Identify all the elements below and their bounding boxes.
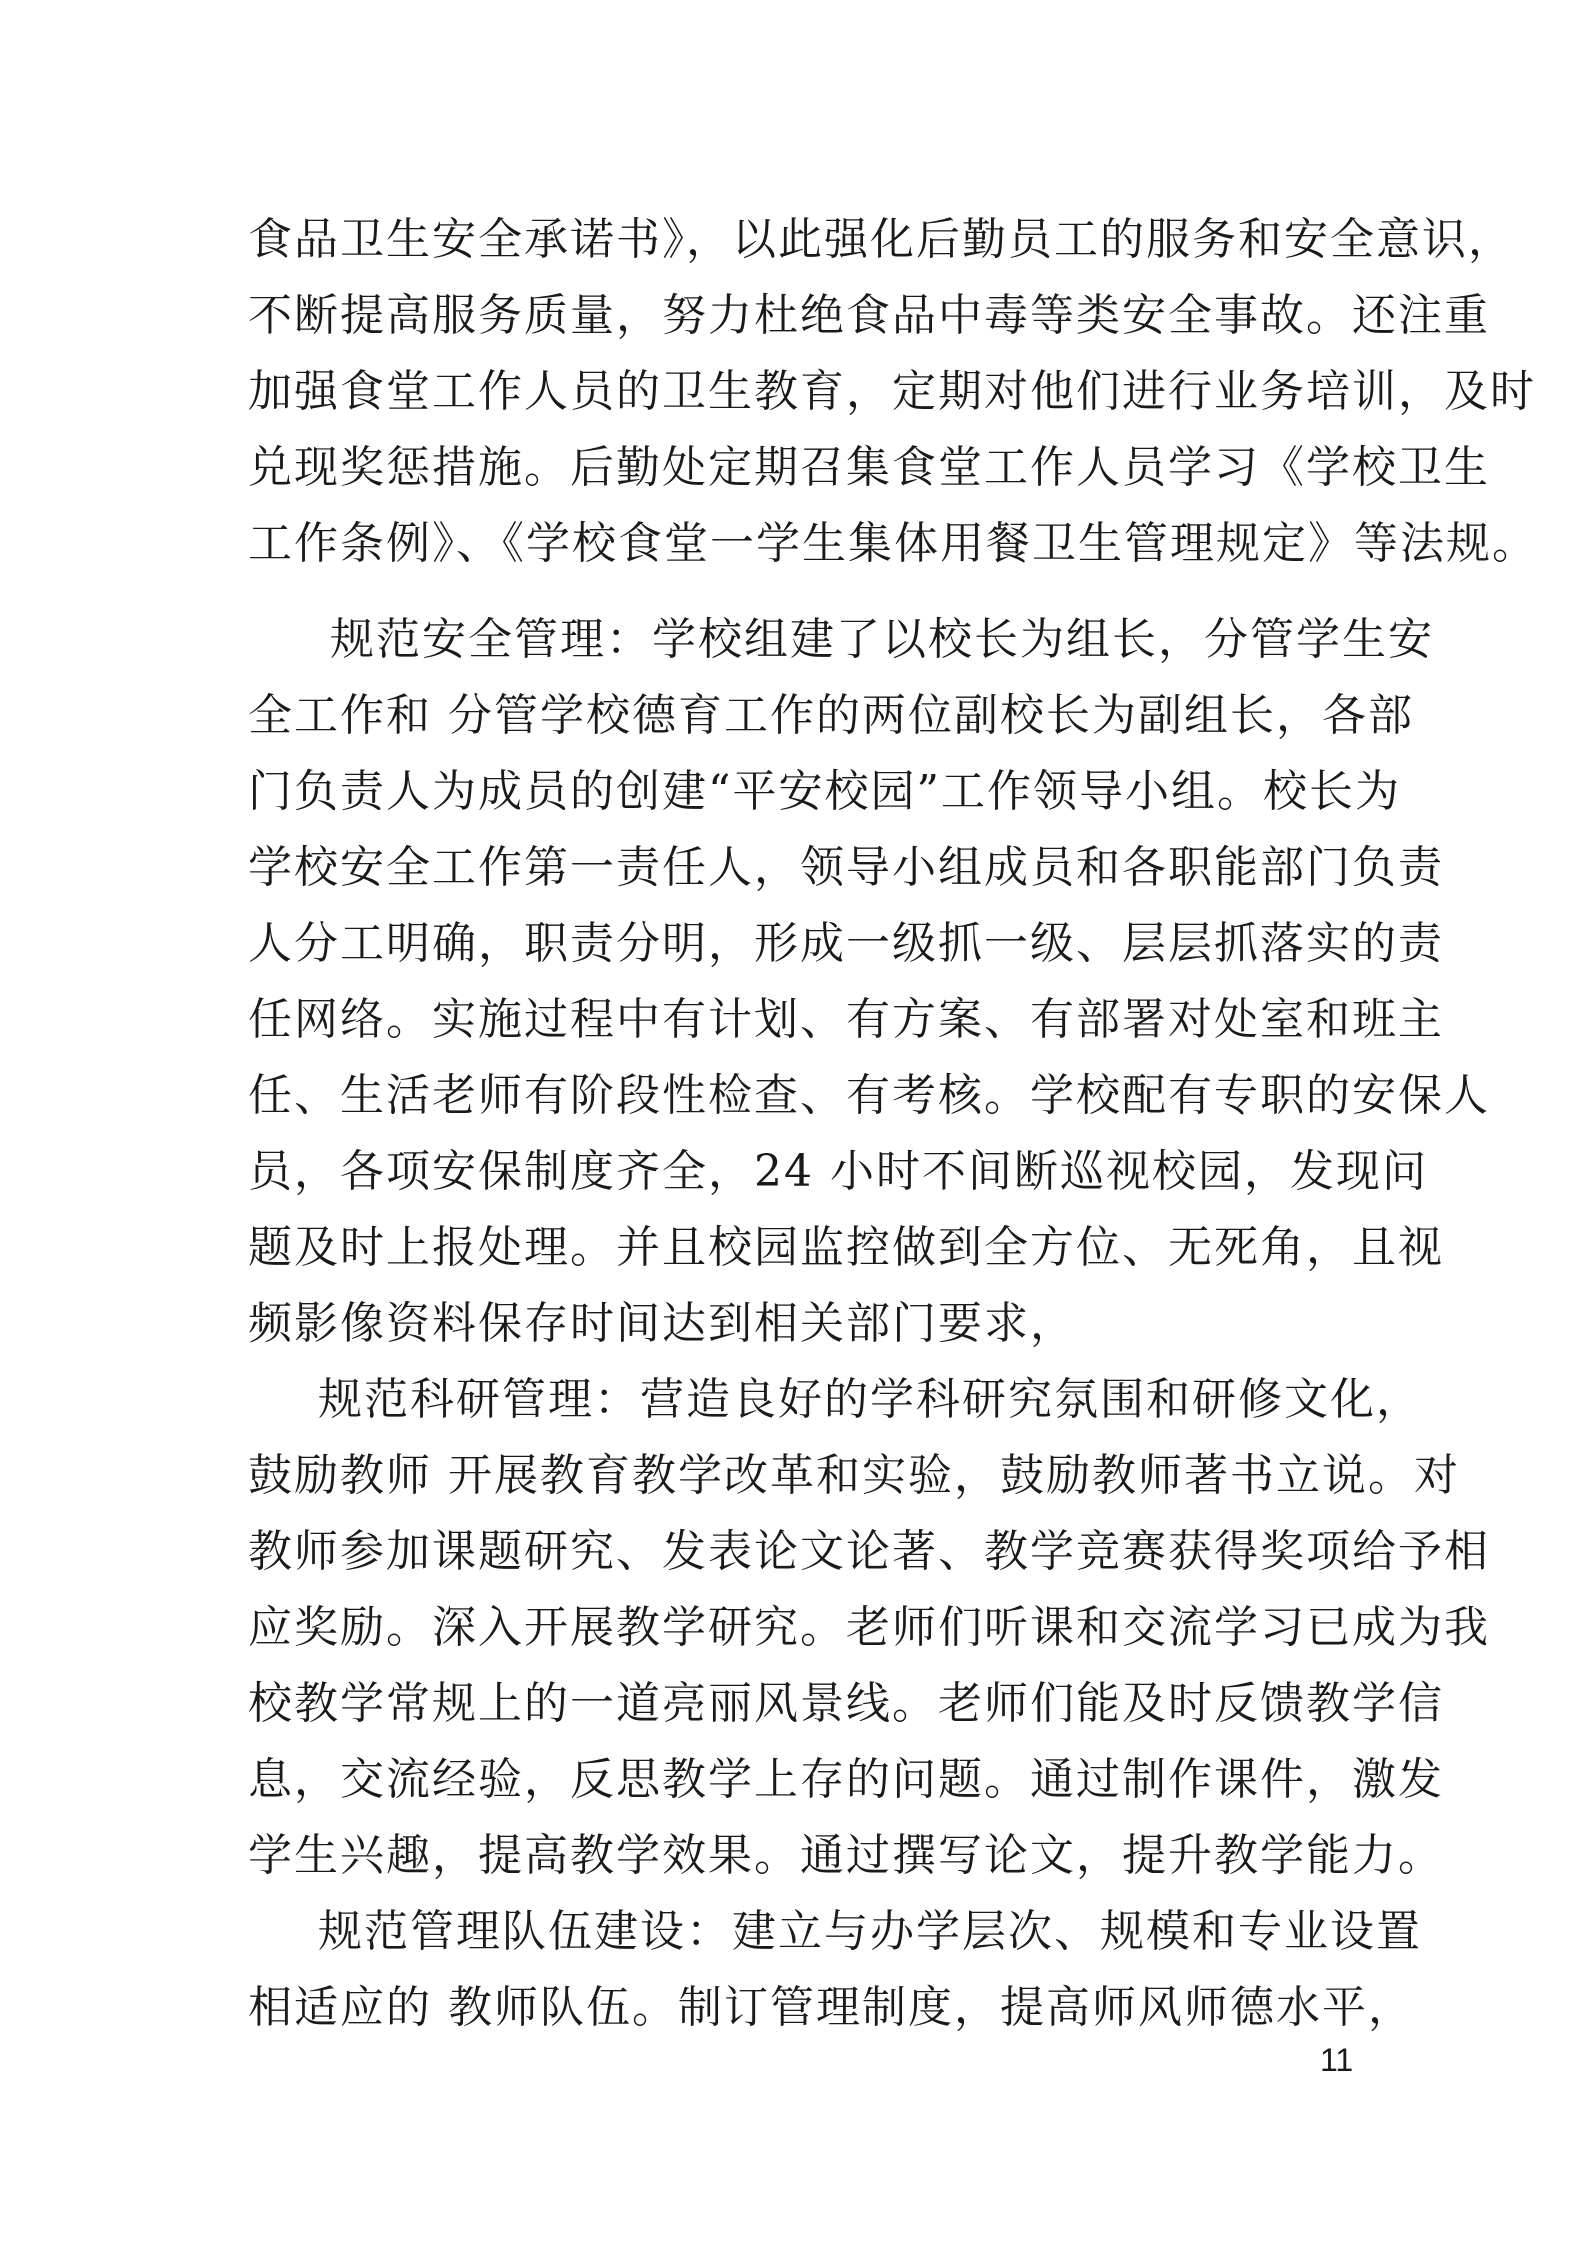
text-line: 息，交流经验，反思教学上存的问题。通过制作课件，激发: [248, 1754, 1444, 1805]
text-line: 规范安全管理：学校组建了以校长为组长，分管学生安: [330, 614, 1434, 665]
text-line: 人分工明确，职责分明，形成一级抓一级、层层抓落实的责: [248, 918, 1444, 969]
text-line: 规范管理队伍建设：建立与办学层次、规模和专业设置: [318, 1906, 1422, 1957]
text-line: 校教学常规上的一道亮丽风景线。老师们能及时反馈教学信: [248, 1678, 1444, 1729]
text-line: 教师参加课题研究、发表论文论著、教学竞赛获得奖项给予相: [248, 1526, 1490, 1577]
text-line: 相适应的 教师队伍。制订管理制度，提高师风师德水平，: [248, 1982, 1414, 2033]
text-line: 频影像资料保存时间达到相关部门要求，: [248, 1298, 1076, 1349]
text-line: 任网络。实施过程中有计划、有方案、有部署对处室和班主: [248, 994, 1444, 1045]
text-line: 应奖励。深入开展教学研究。老师们听课和交流学习已成为我: [248, 1602, 1490, 1653]
text-line: 鼓励教师 开展教育教学改革和实验，鼓励教师著书立说。对: [248, 1450, 1460, 1501]
text-line: 题及时上报处理。并且校园监控做到全方位、无死角，且视: [248, 1222, 1444, 1273]
text-line: 全工作和 分管学校德育工作的两位副校长为副组长，各部: [248, 690, 1414, 741]
text-line: 学校安全工作第一责任人，领导小组成员和各职能部门负责: [248, 842, 1444, 893]
text-line: 任、生活老师有阶段性检查、有考核。学校配有专职的安保人: [248, 1070, 1490, 1121]
text-line: 工作条例》、《学校食堂一学生集体用餐卫生管理规定》等法规。: [248, 518, 1538, 569]
text-line: 规范科研管理：营造良好的学科研究氛围和研修文化，: [318, 1374, 1422, 1425]
page-number: 11: [1320, 2042, 1354, 2078]
text-line: 员，各项安保制度齐全，24 小时不间断巡视校园，发现问: [248, 1146, 1428, 1197]
text-line: 食品卫生安全承诺书》，以此强化后勤员工的服务和安全意识，: [248, 214, 1514, 265]
text-line: 不断提高服务质量，努力杜绝食品中毒等类安全事故。还注重: [248, 290, 1490, 341]
text-line: 门负责人为成员的创建“平安校园”工作领导小组。校长为: [248, 766, 1401, 817]
text-line: 加强食堂工作人员的卫生教育，定期对他们进行业务培训，及时: [248, 366, 1536, 417]
text-line: 兑现奖惩措施。后勤处定期召集食堂工作人员学习《学校卫生: [248, 442, 1490, 493]
text-line: 学生兴趣，提高教学效果。通过撰写论文，提升教学能力。: [248, 1830, 1444, 1881]
